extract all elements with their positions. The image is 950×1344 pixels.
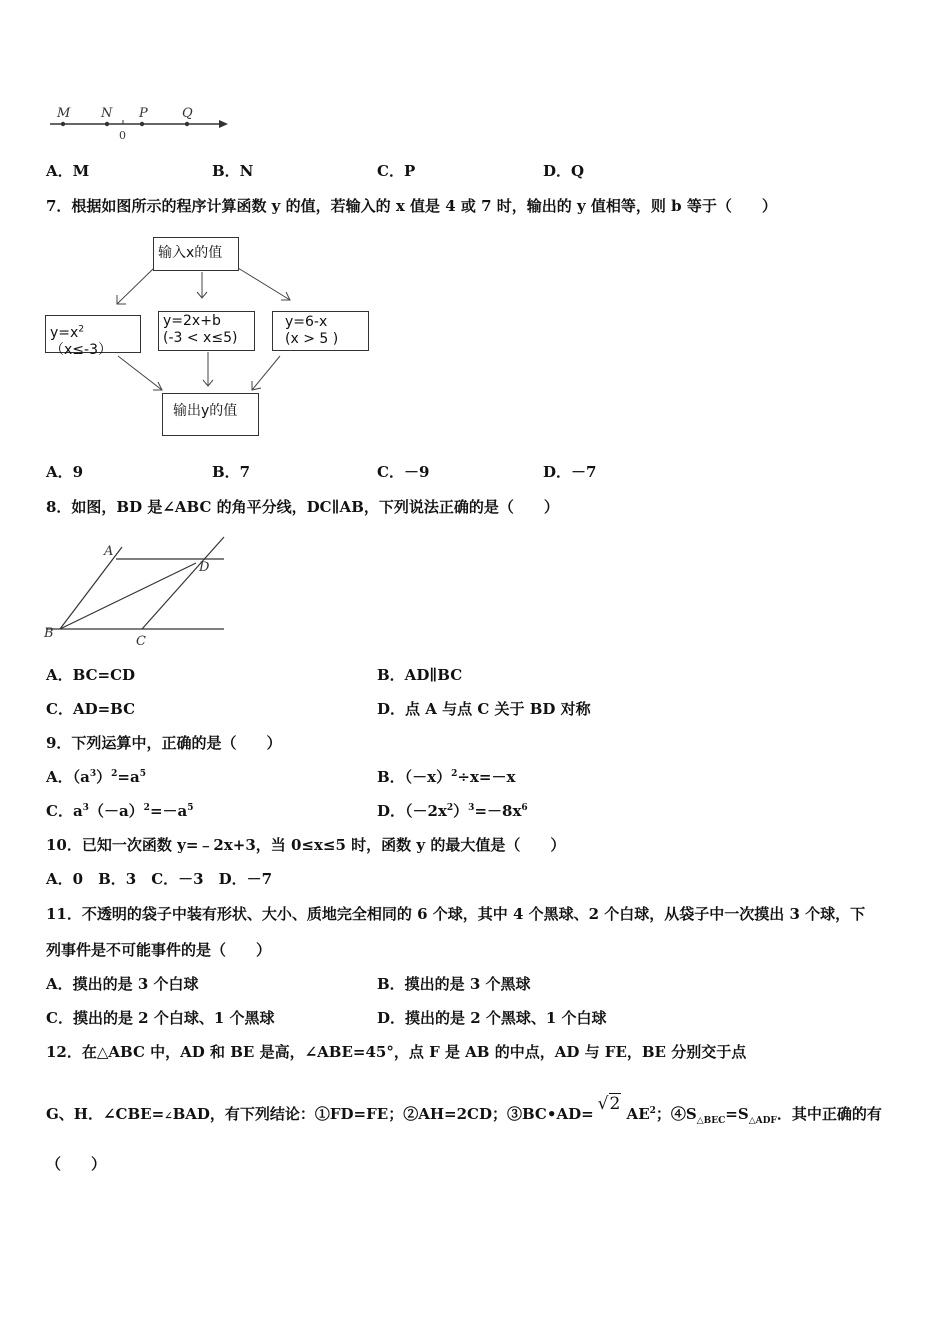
flow-input-box: [153, 237, 239, 271]
q8-stem: 8．如图，BD 是∠ABC 的角平分线，DC∥AB，下列说法正确的是（ ）: [46, 498, 559, 516]
q12-part-b: BAD，有下列结论：①FD=FE；②AH=2CD；③BC•AD=: [172, 1105, 594, 1123]
q11-option-b[interactable]: B．摸出的是 3 个黑球: [377, 975, 531, 993]
q6-option-b[interactable]: B．N: [212, 162, 254, 180]
q6-option-c[interactable]: C．P: [377, 162, 416, 180]
q9-d-part3: =－8x: [474, 802, 522, 820]
flow-input-text: 输入x的值: [158, 245, 223, 261]
label-origin: 0: [119, 129, 126, 142]
q8-option-a[interactable]: A．BC=CD: [46, 666, 136, 684]
q6-option-d[interactable]: D．Q: [543, 162, 585, 180]
q12-part-c: AE: [621, 1105, 650, 1123]
q12-sub-bec: △BEC: [696, 1116, 726, 1126]
q9-c-part2: （－a）: [88, 802, 144, 820]
q11-option-a[interactable]: A．摸出的是 3 个白球: [46, 975, 199, 993]
flow-output-text: 输出y的值: [173, 403, 238, 419]
q9-d-exp1: 2: [446, 803, 454, 813]
q9-a-part1: A．（a: [46, 768, 90, 786]
sqrt-symbol: [598, 1094, 622, 1114]
q7-option-c[interactable]: C．－9: [377, 463, 430, 481]
q9-a-part3: =a: [117, 768, 140, 786]
q9-c-part3: =－a: [149, 802, 188, 820]
flow-left-box: [45, 315, 141, 358]
q12-stem-line2: [46, 1094, 882, 1127]
flow-mid-line1: y=2x+b: [163, 313, 221, 329]
sqrt-icon: √: [597, 1094, 609, 1114]
point-label-d: D: [199, 560, 210, 575]
q12-small-angle: ∠: [164, 1111, 173, 1122]
q9-b-part1: B．（－x）: [377, 768, 452, 786]
q12-sub-adf: △ADF: [748, 1116, 777, 1126]
q9-a-exp2: 2: [111, 769, 118, 779]
q9-option-a[interactable]: [46, 767, 146, 787]
point-label-b: B: [44, 626, 54, 641]
flow-left-b: （x≤-3）: [50, 342, 112, 358]
q6-option-a[interactable]: A．M: [46, 162, 90, 180]
q12-part-d: ；④S: [655, 1105, 697, 1123]
q9-a-exp3: 5: [139, 769, 146, 779]
flow-right-box: [272, 311, 369, 351]
q9-c-exp1: 3: [82, 803, 89, 813]
q9-option-b[interactable]: [377, 767, 515, 787]
flow-output-box: [162, 393, 259, 436]
q9-a-exp1: 3: [89, 769, 97, 779]
sqrt-radicand: 2: [609, 1094, 621, 1114]
q9-option-d[interactable]: [377, 801, 528, 821]
q7-option-b[interactable]: B．7: [212, 463, 251, 481]
point-label-c: C: [136, 634, 146, 649]
q9-c-exp3: 5: [187, 803, 194, 813]
q8-option-b[interactable]: B．AD∥BC: [377, 666, 463, 684]
q8-option-c[interactable]: C．AD=BC: [46, 700, 136, 718]
q12-answer-blank[interactable]: （ ）: [46, 1155, 107, 1173]
q12-part-f: ．其中正确的有: [776, 1105, 882, 1123]
q9-option-c[interactable]: [46, 801, 194, 821]
q9-b-part2: ÷x=－x: [457, 768, 516, 786]
q9-a-part2: ）: [96, 768, 112, 786]
q11-stem-line2: 列事件是不可能事件的是（ ）: [46, 941, 272, 959]
q11-stem-line1: 11．不透明的袋子中装有形状、大小、质地完全相同的 6 个球，其中 4 个黑球、2 个白球，从袋子中一次摸出 3 个球，下: [46, 905, 866, 923]
flow-left-exp: 2: [78, 324, 85, 335]
label-p: P: [139, 106, 148, 121]
q9-d-part1: D．（－2x: [377, 802, 447, 820]
flow-right-line1: y=6-x: [285, 314, 328, 330]
q11-option-d[interactable]: D．摸出的是 2 个黑球、1 个白球: [377, 1009, 607, 1027]
q7-option-a[interactable]: A．9: [46, 463, 84, 481]
flow-left-a: y=x: [50, 325, 79, 341]
flowchart-connectors: [0, 0, 950, 450]
q9-b-exp1: 2: [451, 769, 458, 779]
flow-mid-line2: (-3 < x≤5): [163, 330, 238, 346]
q9-d-exp2: 3: [468, 803, 475, 813]
q12-part-c-exp: 2: [649, 1106, 656, 1116]
label-m: M: [57, 106, 71, 121]
point-label-a: A: [104, 544, 114, 559]
q7-stem: 7．根据如图所示的程序计算函数 y 的值，若输入的 x 值是 4 或 7 时，输出的 y 值相等，则 b 等于（ ）: [46, 197, 777, 215]
q9-d-part2: ）: [453, 802, 469, 820]
label-q: Q: [182, 106, 193, 121]
q10-options[interactable]: A．0 B．3 C．－3 D．－7: [46, 870, 273, 888]
q9-d-exp3: 6: [521, 803, 528, 813]
q9-c-exp2: 2: [143, 803, 150, 813]
q9-stem: 9．下列运算中，正确的是（ ）: [46, 734, 282, 752]
q10-stem: 10．已知一次函数 y=﹣2x+3，当 0≤x≤5 时，函数 y 的最大值是（ ）: [46, 836, 566, 854]
label-n: N: [101, 106, 113, 121]
q7-option-d[interactable]: D．－7: [543, 463, 597, 481]
parallelogram-figure: [42, 533, 232, 653]
q12-stem-line1: 12．在△ABC 中，AD 和 BE 是高，∠ABE=45°，点 F 是 AB 的中点，AD 与 FE，BE 分别交于点: [46, 1043, 747, 1061]
q12-part-e: =S: [725, 1105, 749, 1123]
q8-option-d[interactable]: D．点 A 与点 C 关于 BD 对称: [377, 700, 591, 718]
q9-c-part1: C．a: [46, 802, 83, 820]
q12-part-a: G、H．∠CBE=: [46, 1105, 165, 1123]
q11-option-c[interactable]: C．摸出的是 2 个白球、1 个黑球: [46, 1009, 275, 1027]
flow-right-line2: (x > 5 ): [285, 331, 339, 347]
flow-mid-box: [158, 311, 255, 351]
